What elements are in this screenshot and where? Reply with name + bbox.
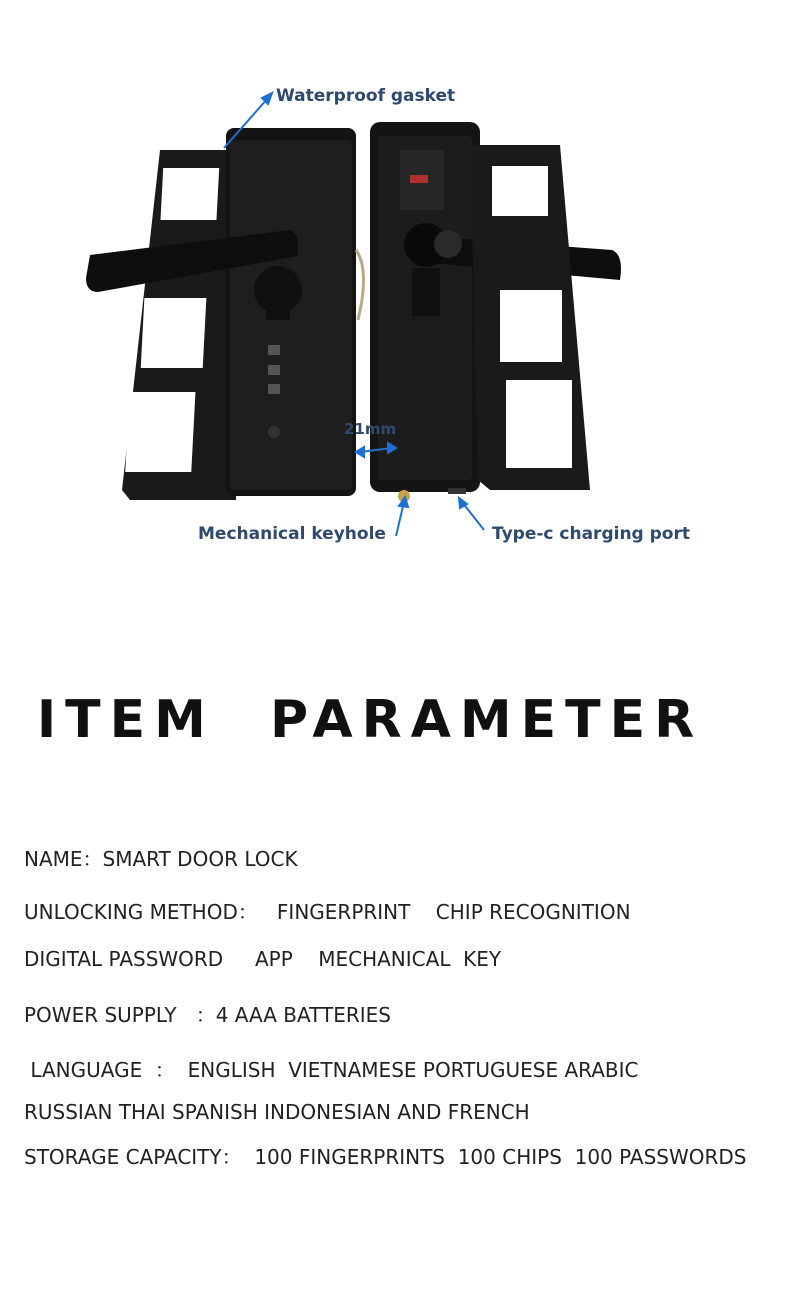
param-unlocking-method: UNLOCKING METHOD： FINGERPRINT CHIP RECOGNITION [24,900,631,924]
param-storage-capacity: STORAGE CAPACITY： 100 FINGERPRINTS 100 CHIPS 100 PASSWORDS [24,1145,747,1169]
callout-type-c-port: Type-c charging port [492,524,690,544]
param-language: LANGUAGE ： ENGLISH VIETNAMESE PORTUGUESE ARABIC [24,1058,639,1082]
product-photo [0,0,790,590]
callout-thickness: 21mm [344,420,397,438]
callout-mechanical-keyhole: Mechanical keyhole [198,524,386,544]
param-language-cont: RUSSIAN THAI SPANISH INDONESIAN AND FRENCH [24,1100,530,1124]
param-power-supply: POWER SUPPLY ：4 AAA BATTERIES [24,1003,391,1027]
callout-waterproof-gasket: Waterproof gasket [276,86,456,106]
right-gasket [470,145,590,490]
item-parameter-heading: ITEM PARAMETER [36,690,704,750]
param-unlocking-methods-cont: DIGITAL PASSWORD APP MECHANICAL KEY [24,947,502,971]
param-name: NAME：SMART DOOR LOCK [24,847,298,871]
